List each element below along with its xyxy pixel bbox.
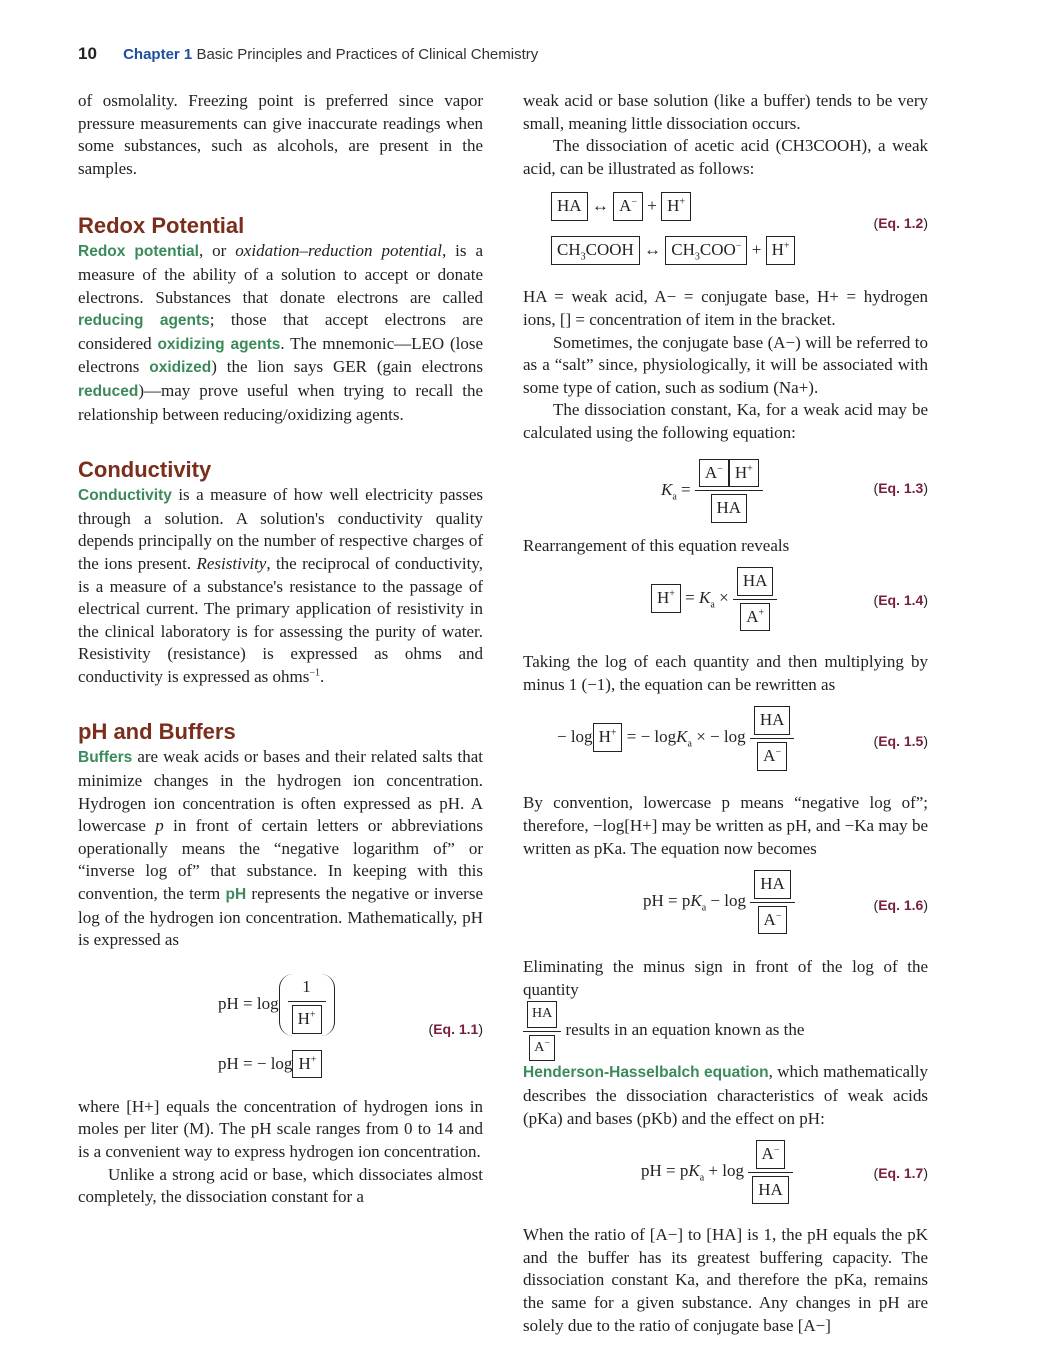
equation-1-6: pH = $pK_a - \log$ $\frac{HA}{A^-}$ (Eq. 1.6) <box>523 866 928 952</box>
eq-1-2-label: Eq. 1.2 <box>878 215 924 232</box>
paragraph-where: where [H+] equals the concentration of hydrogen ions in moles per liter (M). The pH scale ranges from 0 to 14 and is a convenient way to express hydrogen ion concentration. <box>78 1096 483 1161</box>
paragraph-convention: By convention, lowercase p means “negative log of”; therefore, −log[H+] may be written as pH, and −Ka may be written as pKa. The equation now becomes <box>523 793 928 858</box>
paragraph-definitions: HA = weak acid, A− = conjugate base, H+ = hydrogen ions, [] = concentration of item in the bracket. <box>523 287 928 329</box>
paragraph-salt: Sometimes, the conjugate base (A−) will be referred to as a “salt” since, physiologically, it will be associated with some type of cation, such as sodium (Na+). <box>523 332 928 397</box>
keyword-reduced: reduced <box>78 382 139 400</box>
keyword-oxidized: oxidized <box>149 359 212 377</box>
left-column <box>78 90 483 1209</box>
eq-1-3-label: Eq. 1.3 <box>878 479 924 496</box>
heading-redox-potential: Redox Potential <box>78 213 245 239</box>
heading-ph-and-buffers: pH and Buffers <box>78 719 236 745</box>
eq-1-6-label: Eq. 1.6 <box>878 897 924 914</box>
paragraph-quantity: $\frac{HA}{A^-}$ results in an equation known as the <box>523 1001 928 1061</box>
paragraph-weak-acid: weak acid or base solution (like a buffer) tends to be very small, meaning little dissociation occurs. <box>523 91 928 133</box>
equation-1-3: $K_a$ = $\frac{A^- H^+}{HA}$ (Eq. 1.3) <box>523 455 928 531</box>
keyword-redox-potential: Redox potential <box>78 243 199 261</box>
paragraph-ratio: When the ratio of [A−] to [HA] is 1, the pH equals the pK and the buffer has its greatest buffering capacity. The dissociation constant Ka, and therefore the pKa, remains the same for a given substance. Any changes in pH are solely due to the ratio of conjugate base [A−] <box>523 1225 928 1335</box>
keyword-conductivity: Conductivity <box>78 487 172 505</box>
equation-1-4: $H^+ = K_a$ × $\frac{HA}{A^+}$ (Eq. 1.4) <box>523 563 928 647</box>
right-column <box>523 90 928 1337</box>
equation-1-5: − log H+ = − logK$_a$ × − log $\frac{HA}{A^-}$ (Eq. 1.5) <box>523 702 928 788</box>
paragraph-rearrangement: Rearrangement of this equation reveals <box>523 535 790 555</box>
chapter-title: Basic Principles and Practices of Clinical Chemistry <box>196 46 539 63</box>
eq-1-4-label: Eq. 1.4 <box>878 592 924 609</box>
page-number: 10 <box>78 44 97 63</box>
paragraph-acetic-acid: The dissociation of acetic acid (CH3COOH), a weak acid, can be illustrated as follows: <box>523 136 928 178</box>
paragraph-taking-log: Taking the log of each quantity and then multiplying by minus 1 (−1), the equation can be rewritten as <box>523 652 928 694</box>
paragraph-unlike: Unlike a strong acid or base, which dissociates almost completely, the dissociation constant for a <box>78 1164 483 1207</box>
equation-1-2: HA ↔ A− + H+ $CH_3COOH$ ↔ $CH_3COO^- + H^+$ (Eq. 1.2) <box>523 188 928 280</box>
heading-conductivity: Conductivity <box>78 457 212 483</box>
paragraph-dissociation-constant: The dissociation constant, Ka, for a weak acid may be calculated using the following equation: <box>523 400 928 442</box>
eq-1-1-label: Eq. 1.1 <box>433 1020 479 1037</box>
keyword-buffers: Buffers <box>78 749 133 767</box>
keyword-henderson-hasselbalch: Henderson-Hasselbalch equation <box>523 1064 769 1082</box>
keyword-reducing-agents: reducing agents <box>78 312 210 330</box>
paragraph-henderson: Henderson-Hasselbalch equation, which mathematically describes the dissociation characteristics of weak acids (pKa) and bases (pKb) and the effect on pH: <box>523 1062 928 1128</box>
keyword-oxidizing-agents: oxidizing agents <box>157 335 281 353</box>
keyword-ph: pH <box>225 886 247 904</box>
equation-1-1: pH = log $\frac{1}{H^+}$ pH = − log H+ (Eq. 1.1) <box>78 966 483 1086</box>
paragraph-conductivity: Conductivity is a measure of how well electricity passes through a solution. A solution's conductivity quality depends principally on the number of respective charges of the ions present. Resistivity, the reciprocal of conductivity, is a measure of a substance's resistance to the passage of electrical current. The primary application of resistivity in the clinical laboratory is for assessing the purity of water. Resistivity (resistance) is expressed as ohms and conductivity is expressed as ohms$^{-1}$. <box>78 485 483 686</box>
paragraph-osmolality: of osmolality. Freezing point is preferred since vapor pressure measurements can give inaccurate readings when some substances, such as alcohols, are present in the samples. <box>78 91 483 178</box>
running-header <box>78 44 538 64</box>
equation-1-7: pH = $pK_a + \log$ $\frac{A^-}{HA}$ (Eq. 1.7) <box>523 1138 928 1220</box>
eq-1-5-label: Eq. 1.5 <box>878 733 924 750</box>
paragraph-buffers: Buffers are weak acids or bases and their related salts that minimize changes in the hydrogen ion concentration. Hydrogen ion concentration is often expressed as pH. A lowercase p in front of certain letters or abbreviations operationally means the “negative logarithm of” or “inverse log of” that substance. In keeping with this convention, the term pH represents the negative or inverse log of the hydrogen ion concentration. Mathematically, pH is expressed as <box>78 747 483 950</box>
paragraph-redox: Redox potential, or oxidation–reduction potential, is a measure of the ability of a solution to accept or donate electrons. Substances that donate electrons are called reducing agents; those that accept electrons are considered oxidizing agents. The mnemonic—LEO (lose electrons oxidized) the lion says GER (gain electrons reduced)—may prove useful when trying to recall the relationship between reducing/oxidizing agents. <box>78 241 484 424</box>
chapter-label: Chapter 1 <box>123 46 193 63</box>
eq-1-7-label: Eq. 1.7 <box>878 1165 924 1182</box>
paragraph-eliminating: Eliminating the minus sign in front of the log of the quantity <box>523 957 928 999</box>
